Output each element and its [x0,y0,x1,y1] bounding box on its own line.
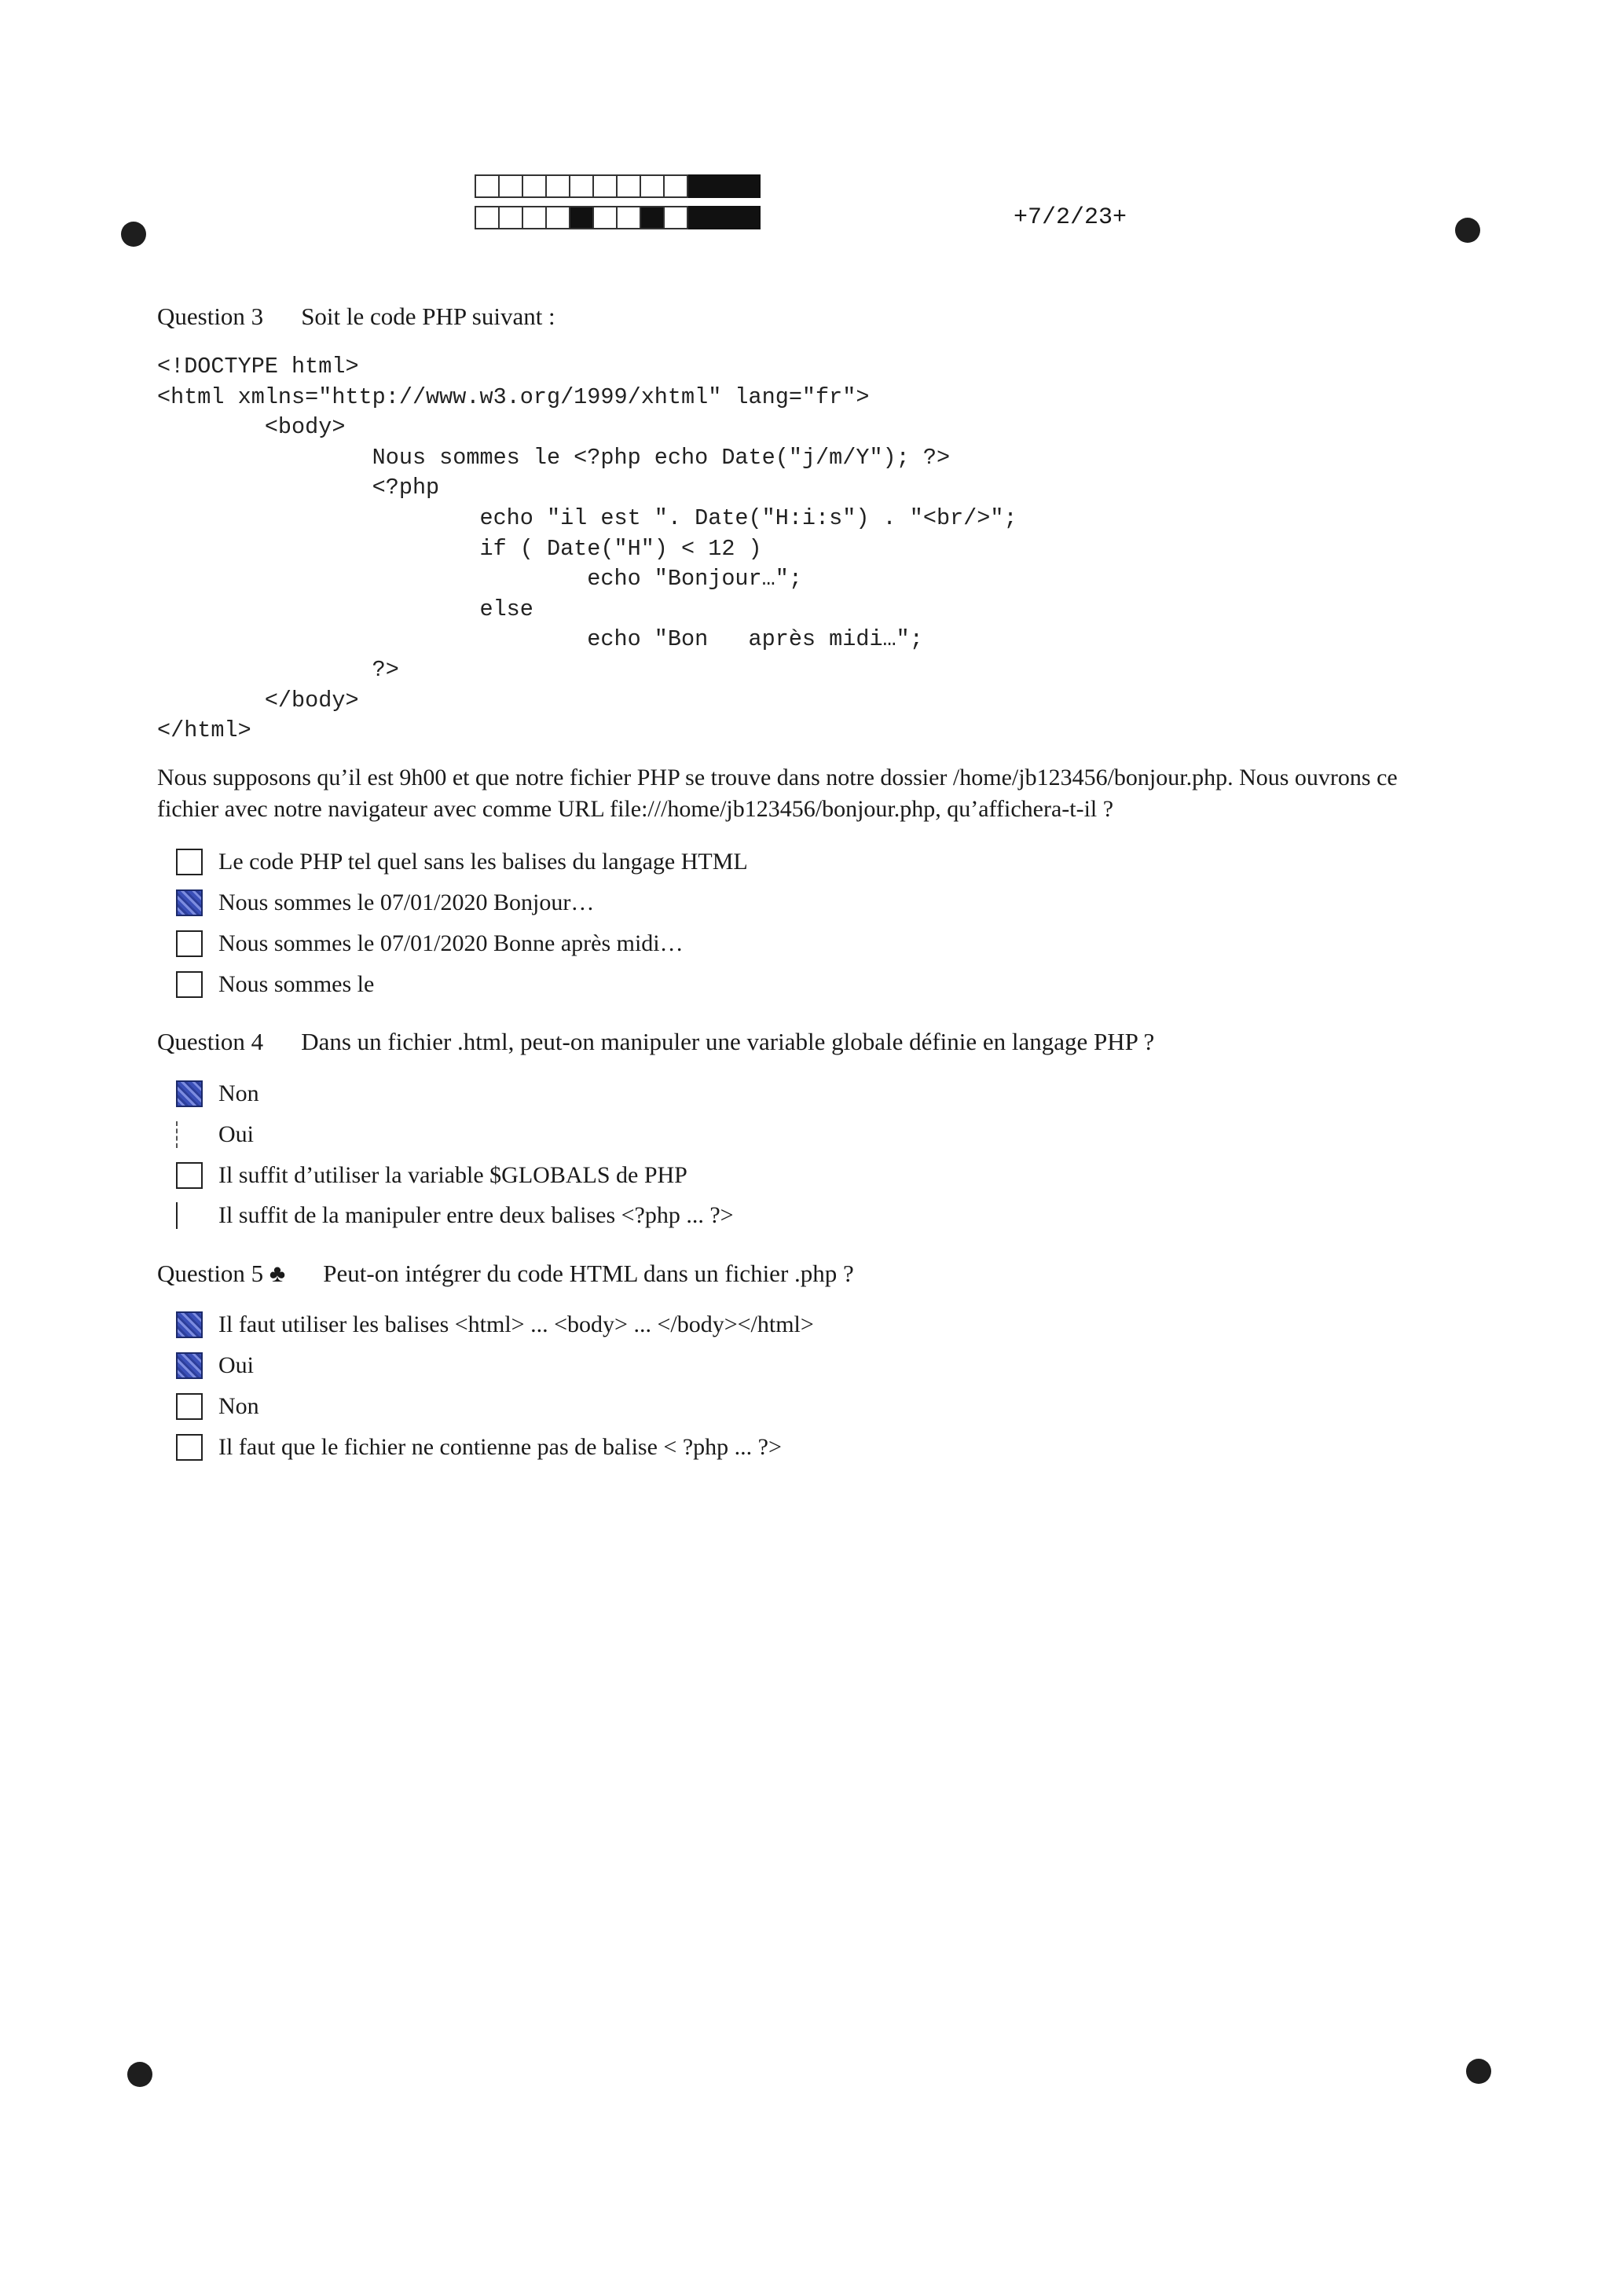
code-cell-empty [475,174,500,198]
option-label: Nous sommes le 07/01/2020 Bonne après midi… [218,930,684,956]
registration-mark-top-left [121,222,146,247]
code-line: if ( Date("H") < 12 ) [157,535,762,562]
option-label: Il suffit d’utiliser la variable $GLOBALS de PHP [218,1162,687,1188]
code-line: <!DOCTYPE html> [157,354,359,380]
q5-option-4[interactable] [176,1432,782,1463]
q4-option-2[interactable] [176,1119,254,1150]
code-line: echo "Bon après midi…"; [157,626,923,653]
option-label: Non [218,1080,259,1106]
code-cell-filled [640,206,665,229]
code-cell-empty [616,206,641,229]
q3-option-1[interactable] [176,846,748,878]
code-cell-empty [522,206,547,229]
code-cell-empty [498,174,523,198]
registration-mark-bottom-right [1466,2059,1491,2084]
q5-option-2[interactable] [176,1350,254,1381]
q4-option-1[interactable] [176,1078,259,1109]
code-cell-empty [475,206,500,229]
question-number: Question 5 ♣ [157,1260,286,1287]
question-3-header [157,303,555,331]
checkbox-checked[interactable] [176,1352,203,1379]
code-cell-empty [663,206,688,229]
id-code-row-2 [475,206,762,229]
option-label: Le code PHP tel quel sans les balises du langage HTML [218,849,748,875]
checkbox[interactable] [176,1162,203,1189]
option-label: Oui [218,1121,254,1147]
q5-option-3[interactable] [176,1391,259,1422]
question-prompt: Soit le code PHP suivant : [301,303,555,330]
option-label: Non [218,1393,259,1419]
question-number: Question 3 [157,303,264,330]
code-line: <html xmlns="http://www.w3.org/1999/xhtml" lang="fr"> [157,383,870,410]
question-4-header [157,1028,1154,1056]
code-line: Nous sommes le <?php echo Date("j/m/Y"); ?> [157,444,951,471]
option-label: Il faut utiliser les balises <html> ... <body> ... </body></html> [218,1311,814,1337]
code-line: <body> [157,414,346,441]
code-line: echo "il est ". Date("H:i:s") . "<br/>"; [157,504,1017,531]
question-prompt: Peut-on intégrer du code HTML dans un fichier .php ? [323,1260,854,1287]
option-label: Il suffit de la manipuler entre deux balises <?php ... ?> [218,1202,734,1228]
code-line: echo "Bonjour…"; [157,566,802,592]
code-bar [688,206,761,229]
code-cell-empty [545,174,570,198]
registration-mark-bottom-left [127,2062,152,2087]
checkbox[interactable] [176,971,203,998]
q3-option-4[interactable] [176,969,374,1000]
q5-option-1[interactable] [176,1309,814,1341]
q3-option-3[interactable] [176,928,684,959]
code-cell-empty [663,174,688,198]
checkbox-checked[interactable] [176,889,203,916]
option-label: Nous sommes le [218,971,375,997]
option-label: Oui [218,1352,254,1378]
code-line: ?> [157,656,399,683]
code-line: </html> [157,717,251,744]
code-bar [688,174,761,198]
page-identifier: +7/2/23+ [1014,204,1127,231]
code-cell-empty [545,206,570,229]
code-cell-empty [592,206,618,229]
question-prompt: Dans un fichier .html, peut-on manipuler une variable globale définie en langage PHP ? [301,1028,1155,1055]
q3-option-2[interactable] [176,887,594,919]
code-line: else [157,596,533,622]
code-cell-empty [616,174,641,198]
option-label: Il faut que le fichier ne contienne pas de balise < ?php ... ?> [218,1434,782,1460]
question-3-paragraph: Nous supposons qu’il est 9h00 et que notre fichier PHP se trouve dans notre dossier /home/jb123456/bonjour.php. Nous ouvrons ce fichier avec notre navigateur avec comme URL file:///home/jb123456/bonjour.php, qu’affichera-t-il ? [157,765,1398,822]
checkbox[interactable] [176,930,203,957]
checkbox[interactable] [176,849,203,875]
q4-option-3[interactable] [176,1160,687,1191]
checkbox[interactable] [176,1434,203,1461]
code-cell-empty [498,206,523,229]
code-line: </body> [157,687,359,713]
code-cell-empty [569,174,594,198]
code-cell-filled [569,206,594,229]
checkbox-erased[interactable] [176,1202,203,1229]
php-code-block [157,352,1017,746]
question-number: Question 4 [157,1028,264,1055]
code-line: <?php [157,475,440,501]
checkbox-erased[interactable] [176,1121,203,1148]
code-cell-empty [522,174,547,198]
registration-mark-top-right [1455,218,1480,243]
option-label: Nous sommes le 07/01/2020 Bonjour… [218,889,595,915]
q4-option-4[interactable] [176,1200,734,1231]
question-5-header [157,1260,854,1288]
checkbox-checked[interactable] [176,1080,203,1107]
code-cell-empty [592,174,618,198]
checkbox[interactable] [176,1393,203,1420]
id-code-row-1 [475,174,762,198]
checkbox-checked[interactable] [176,1311,203,1338]
code-cell-empty [640,174,665,198]
